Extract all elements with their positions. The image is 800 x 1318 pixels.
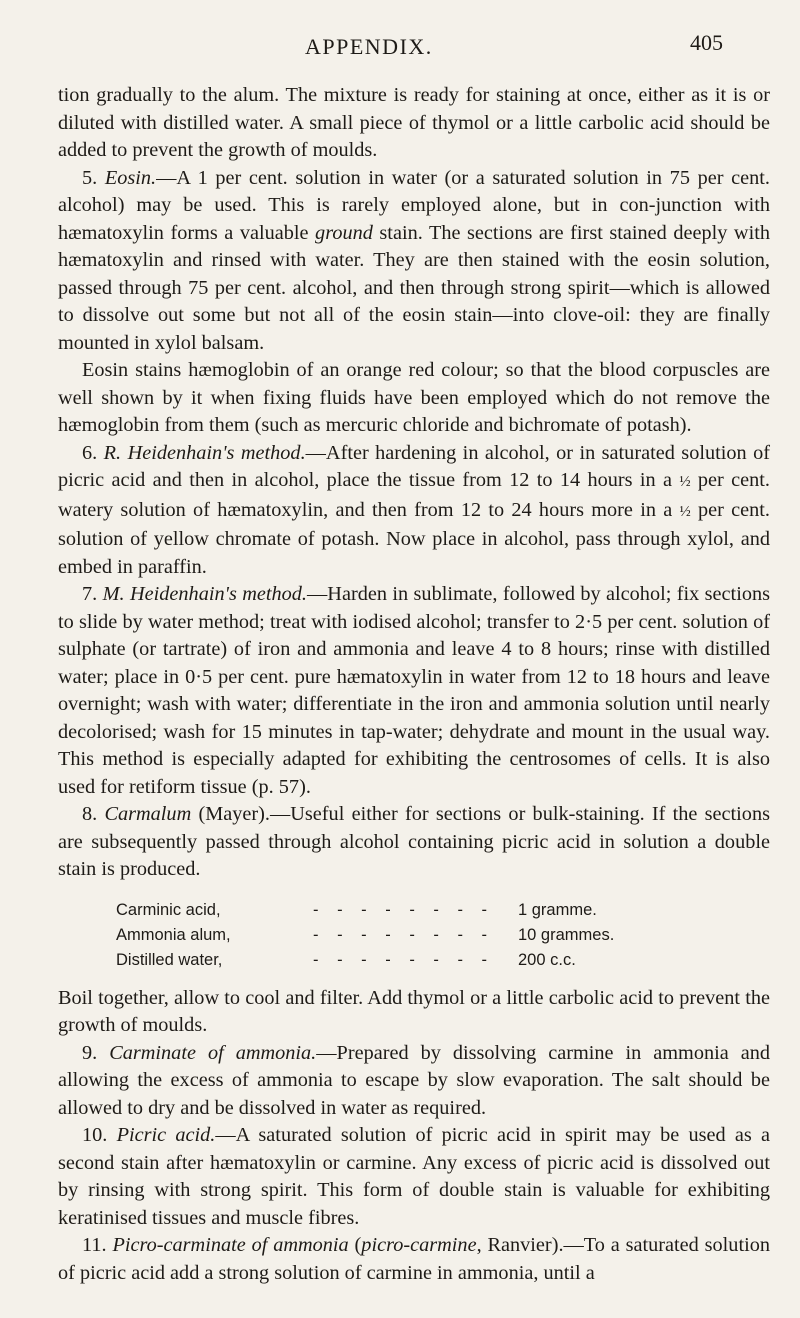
paragraph-m-heidenhain: 7. M. Heidenhain's method.—Harden in sublimate, followed by alcohol; fix sections to slide by water method; treat with iodised alcohol; transfer to 2·5 per cent. solution of sulphate (or tartrate) of iron and ammonia and leave 4 to 8 hours; rinse with distilled water; place in 0·5 per cent. pure hæmatoxylin in water from 12 to 18 hours and leave overnight; wash with water; differentiate in the iron and ammonia solution until nearly decolorised; wash for 15 minutes in tap-water; dehydrate and mount in the usual way. This method is especially adapted for exhibiting the centrosomes of cells. It is also used for retiform tissue (p. 57).	[58, 583, 771, 798]
recipe-table	[58, 898, 770, 973]
recipe-row: Ammonia alum, - - - - - - - - 10 grammes.	[116, 925, 615, 944]
section-title: R. Heidenhain's method.	[103, 441, 306, 464]
body-text	[58, 82, 770, 1287]
section-title: M. Heidenhain's method.	[102, 583, 308, 605]
section-title: Eosin.	[104, 166, 157, 189]
running-head	[0, 26, 800, 66]
paragraph-r-heidenhain: 6. R. Heidenhain's method.—After hardening in alcohol, or in saturated solution of picric acid and then in alcohol, place the tissue from 12 to 14 hours in a ½ per cent. watery solution of hæmatoxylin, and then from 12 to 24 hours more in a ½ per cent. solution of yellow chromate of potash. Now place in alcohol, pass through xylol, and embed in paraffin.	[58, 441, 770, 578]
paragraph-continuation: tion gradually to the alum. The mixture is ready for staining at once, either as it is or diluted with distilled water. A small piece of thymol or a little carbolic acid should be added to prevent the growth of moulds.	[58, 84, 770, 161]
section-title: Carmalum	[104, 803, 192, 825]
page-number: 405	[690, 30, 723, 55]
recipe-row: Distilled water, - - - - - - - - 200 c.c.	[116, 950, 576, 969]
paragraph-carminate: 9. Carminate of ammonia.—Prepared by dissolving carmine in ammonia and allowing the excess of ammonia to escape by slow evaporation. The salt should be allowed to dry and be dissolved in water as required.	[58, 1041, 770, 1119]
paragraph-boil: Boil together, allow to cool and filter. Add thymol or a little carbolic acid to prevent the growth of moulds.	[58, 986, 770, 1036]
paragraph-picric: 10. Picric acid.—A saturated solution of picric acid in spirit may be used as a second stain after hæmatoxylin or carmine. Any excess of picric acid is dissolved out by rinsing with strong spirit. This form of double stain is valuable for exhibiting keratinised tissues and muscle fibres.	[58, 1124, 770, 1229]
recipe-row: Carminic acid, - - - - - - - - 1 gramme.	[116, 900, 597, 919]
paragraph-eosin: 5. Eosin.—A 1 per cent. solution in water (or a saturated solution in 75 per cent. alcohol) may be used. This is rarely employed alone, but in con-junction with hæmatoxylin forms a valuable ground stain. The sections are first stained deeply with hæmatoxylin and rinsed with water. They are then stained with the eosin solution, passed through 75 per cent. alcohol, and then through strong spirit—which is allowed to dissolve out some but not all of the eosin stain—into clove-oil: they are finally mounted in xylol balsam.	[58, 166, 770, 354]
section-title: Picric acid.	[116, 1124, 216, 1146]
section-title: Carminate of ammonia.	[109, 1041, 317, 1064]
running-head-title: APPENDIX.	[305, 34, 433, 59]
paragraph-carmalum: 8. Carmalum (Mayer).—Useful either for sections or bulk-staining. If the sections are subsequently passed through alcohol containing picric acid in solution a double stain is produced.	[58, 803, 770, 880]
section-title: Picro-carminate of ammonia	[112, 1234, 349, 1256]
paragraph-eosin-haemoglobin: Eosin stains hæmoglobin of an orange red colour; so that the blood corpuscles are well shown by it when fixing fluids have been employed which do not remove the hæmoglobin from them (such as mercuric chloride and bichromate of potash).	[58, 359, 770, 436]
paragraph-picro-carminate: 11. Picro-carminate of ammonia (picro-carmine, Ranvier).—To a saturated solution of picric acid add a strong solution of carmine in ammonia, until a	[58, 1234, 770, 1284]
